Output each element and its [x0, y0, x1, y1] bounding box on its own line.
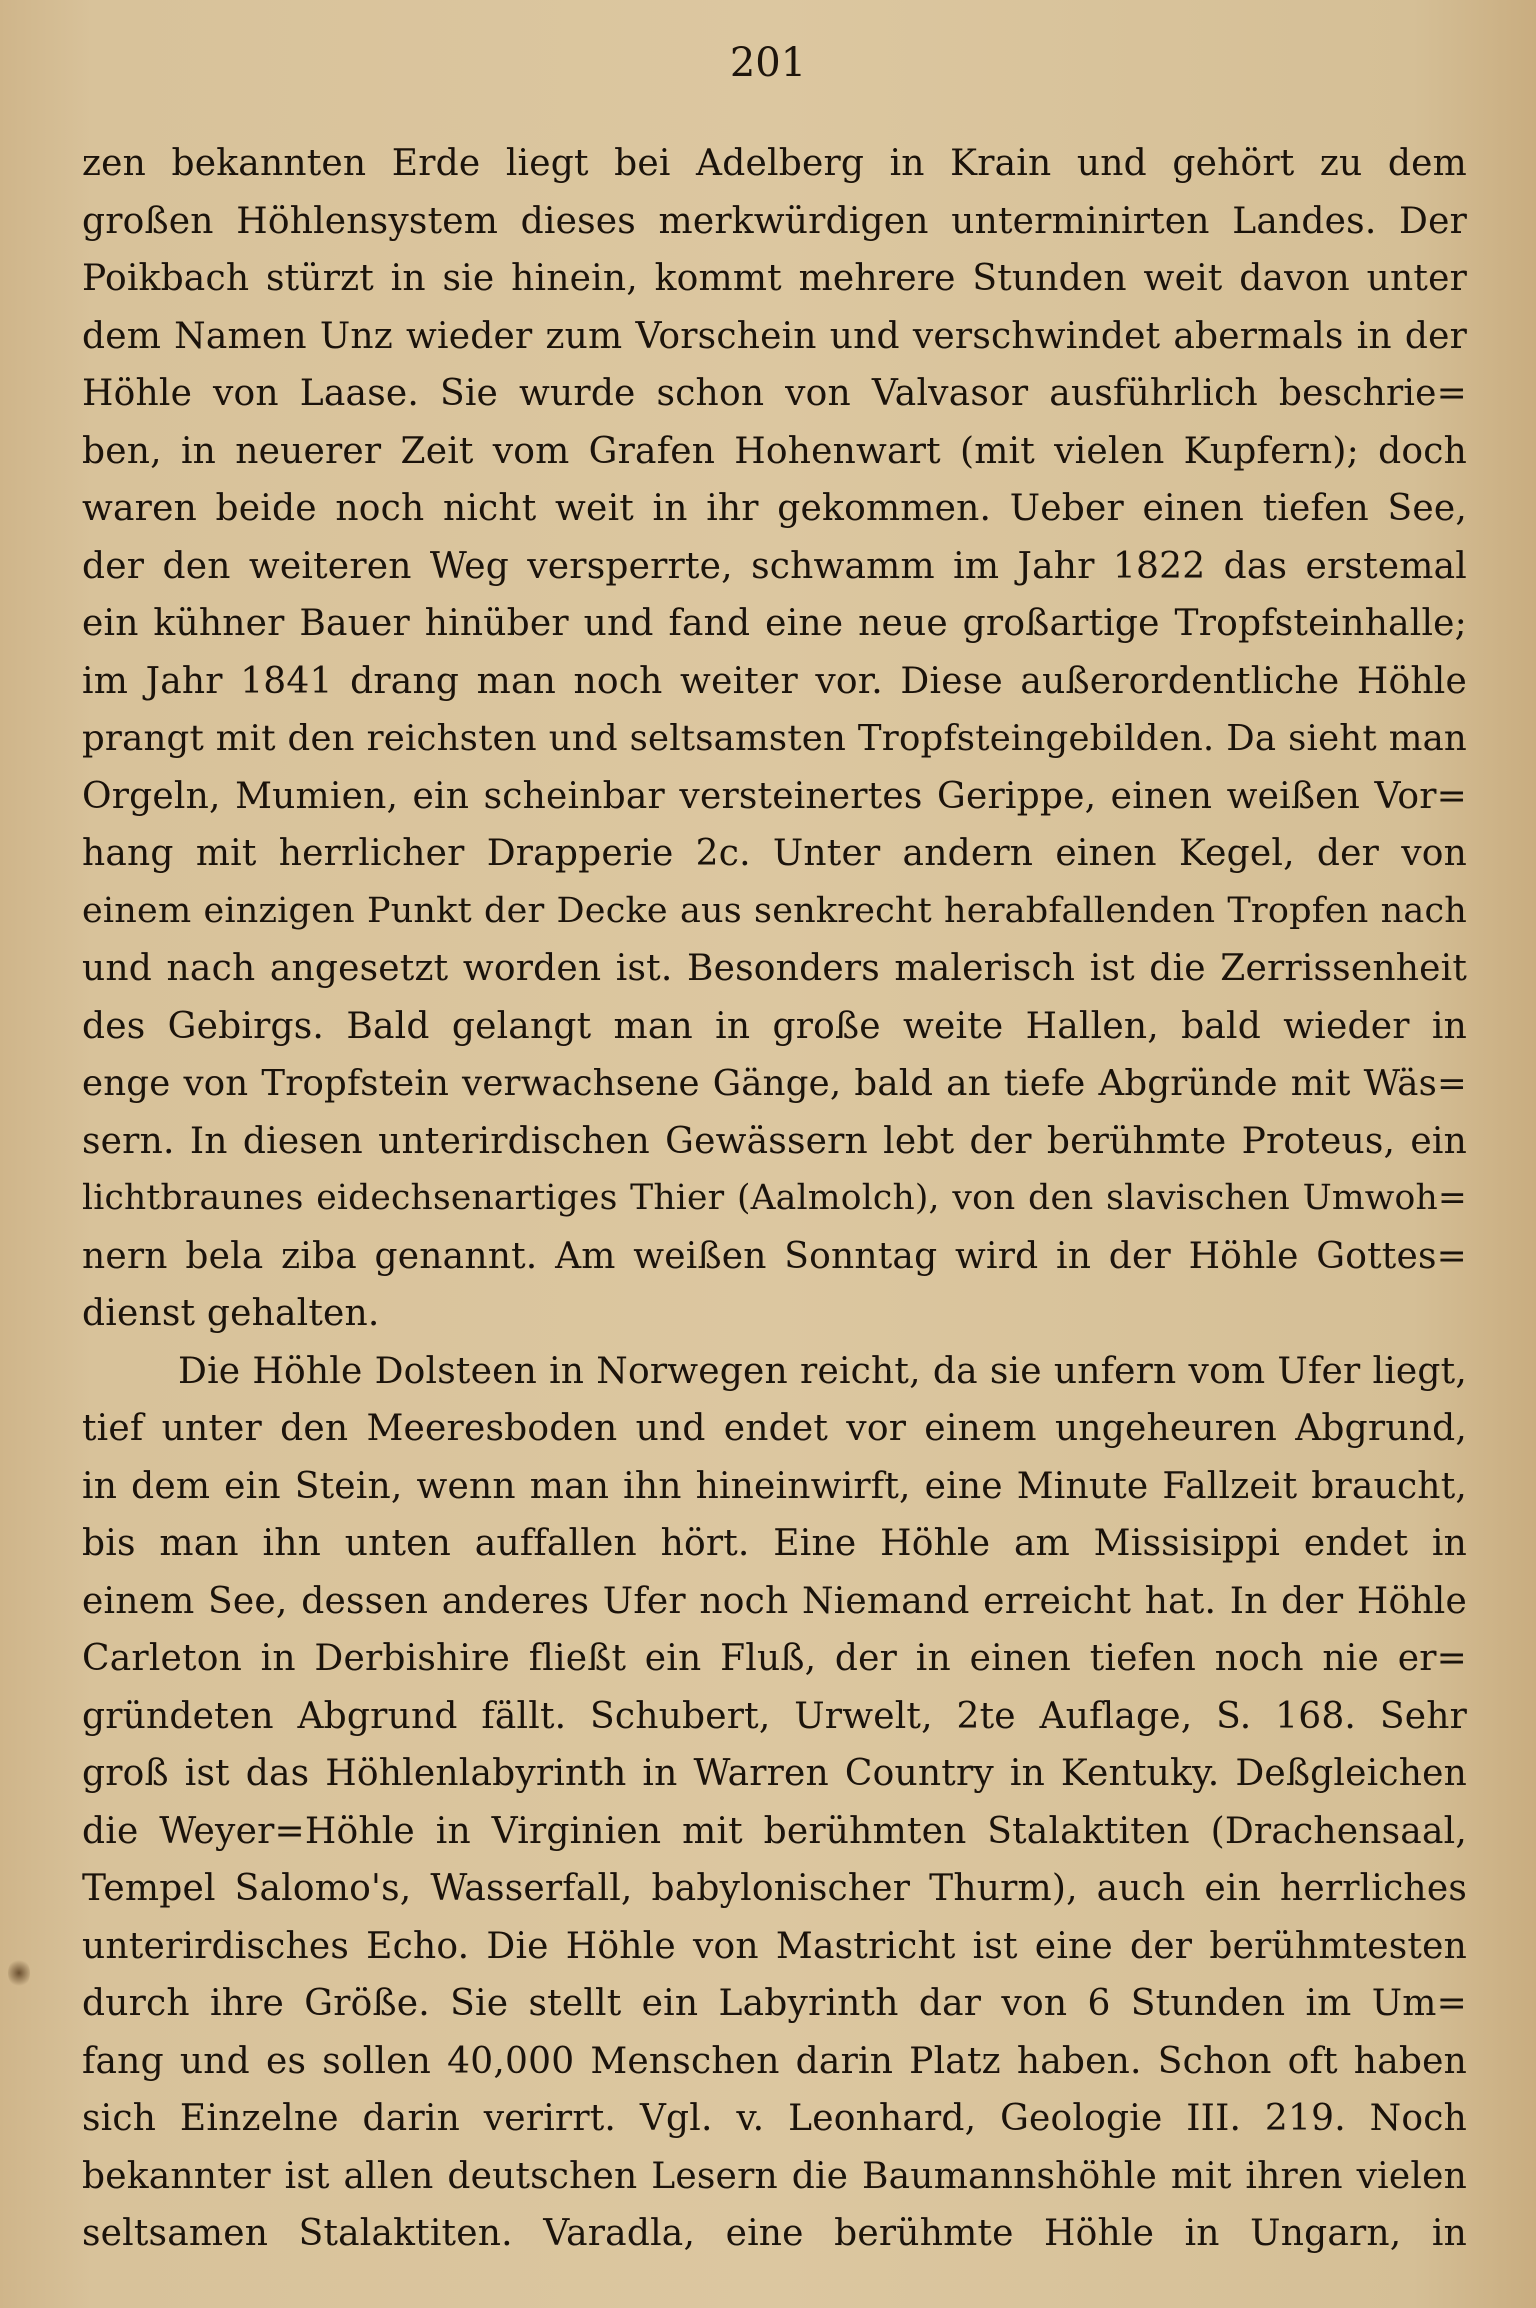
text-line: seltsamen Stalaktiten. Varadla, eine berühmte Höhle in Ungarn, in [82, 2213, 1467, 2254]
page-number: 201 [729, 40, 807, 86]
text-line: prangt mit den reichsten und seltsamsten Tropfsteingebilden. Da sieht man [82, 718, 1467, 759]
body-text [82, 135, 1467, 2263]
text-line: durch ihre Größe. Sie stellt ein Labyrinth dar von 6 Stunden im Um= [82, 1983, 1467, 2024]
text-line: die Weyer=Höhle in Virginien mit berühmten Stalaktiten (Drachensaal, [82, 1810, 1467, 1852]
text-line: bis man ihn unten auffallen hört. Eine Höhle am Missisippi endet in [82, 1523, 1467, 1564]
text-line: einem See, dessen anderes Ufer noch Niemand erreicht hat. In der Höhle [82, 1580, 1467, 1622]
text-line: sich Einzelne darin verirrt. Vgl. v. Leonhard, Geologie III. 219. Noch [82, 2098, 1467, 2139]
text-line: im Jahr 1841 drang man noch weiter vor. Diese außerordentliche Höhle [82, 660, 1467, 702]
text-line: nern bela ziba genannt. Am weißen Sonntag wird in der Höhle Gottes= [82, 1235, 1467, 1277]
text-line: großen Höhlensystem dieses merkwürdigen unterminirten Landes. Der [82, 200, 1467, 242]
text-line: in dem ein Stein, wenn man ihn hineinwirft, eine Minute Fallzeit braucht, [82, 1465, 1467, 1507]
text-line: Tempel Salomo's, Wasserfall, babylonischer Thurm), auch ein herrliches [82, 1868, 1467, 1909]
text-line: Die Höhle Dolsteen in Norwegen reicht, da sie unfern vom Ufer liegt, [178, 1350, 1467, 1392]
text-line: waren beide noch nicht weit in ihr gekommen. Ueber einen tiefen See, [82, 488, 1467, 529]
text-line: lichtbraunes eidechsenartiges Thier (Aalmolch), von den slavischen Umwoh= [82, 1178, 1467, 1218]
text-line: dem Namen Unz wieder zum Vorschein und verschwindet abermals in der [82, 315, 1467, 357]
text-line: ben, in neuerer Zeit vom Grafen Hohenwart (mit vielen Kupfern); doch [82, 430, 1467, 472]
text-line: des Gebirgs. Bald gelangt man in große weite Hallen, bald wieder in [82, 1005, 1467, 1047]
ink-smudge [8, 1958, 30, 1988]
text-line: Poikbach stürzt in sie hinein, kommt mehrere Stunden weit davon unter [82, 258, 1467, 299]
text-line: einem einzigen Punkt der Decke aus senkrecht herabfallenden Tropfen nach [82, 890, 1467, 931]
text-line: Orgeln, Mumien, ein scheinbar versteinertes Gerippe, einen weißen Vor= [82, 775, 1467, 817]
text-line: enge von Tropfstein verwachsene Gänge, bald an tiefe Abgründe mit Wäs= [82, 1063, 1467, 1104]
paragraph-2 [82, 1343, 1467, 2263]
text-line: bekannter ist allen deutschen Lesern die Baumannshöhle mit ihren vielen [82, 2155, 1467, 2197]
text-line: der den weiteren Weg versperrte, schwamm im Jahr 1822 das erstemal [82, 545, 1467, 587]
paragraph-1 [82, 135, 1467, 1343]
text-line: unterirdisches Echo. Die Höhle von Mastricht ist eine der berühmtesten [82, 1925, 1467, 1967]
text-line: zen bekannten Erde liegt bei Adelberg in Krain und gehört zu dem [82, 143, 1467, 184]
text-line: dienst gehalten. [82, 1293, 380, 1334]
text-line: ein kühner Bauer hinüber und fand eine neue großartige Tropfsteinhalle; [82, 603, 1467, 644]
text-line: und nach angesetzt worden ist. Besonders malerisch ist die Zerrissenheit [82, 948, 1467, 989]
text-line: hang mit herrlicher Drapperie 2c. Unter andern einen Kegel, der von [82, 833, 1467, 874]
text-line: sern. In diesen unterirdischen Gewässern lebt der berühmte Proteus, ein [82, 1120, 1467, 1162]
text-line: gründeten Abgrund fällt. Schubert, Urwelt, 2te Auflage, S. 168. Sehr [82, 1695, 1467, 1737]
text-line: tief unter den Meeresboden und endet vor einem ungeheuren Abgrund, [82, 1408, 1467, 1449]
text-line: groß ist das Höhlenlabyrinth in Warren Country in Kentuky. Deßgleichen [82, 1753, 1467, 1794]
text-line: Höhle von Laase. Sie wurde schon von Valvasor ausführlich beschrie= [82, 373, 1467, 414]
text-line: Carleton in Derbishire fließt ein Fluß, der in einen tiefen noch nie er= [82, 1638, 1467, 1679]
text-line: fang und es sollen 40,000 Menschen darin Platz haben. Schon oft haben [82, 2040, 1467, 2082]
